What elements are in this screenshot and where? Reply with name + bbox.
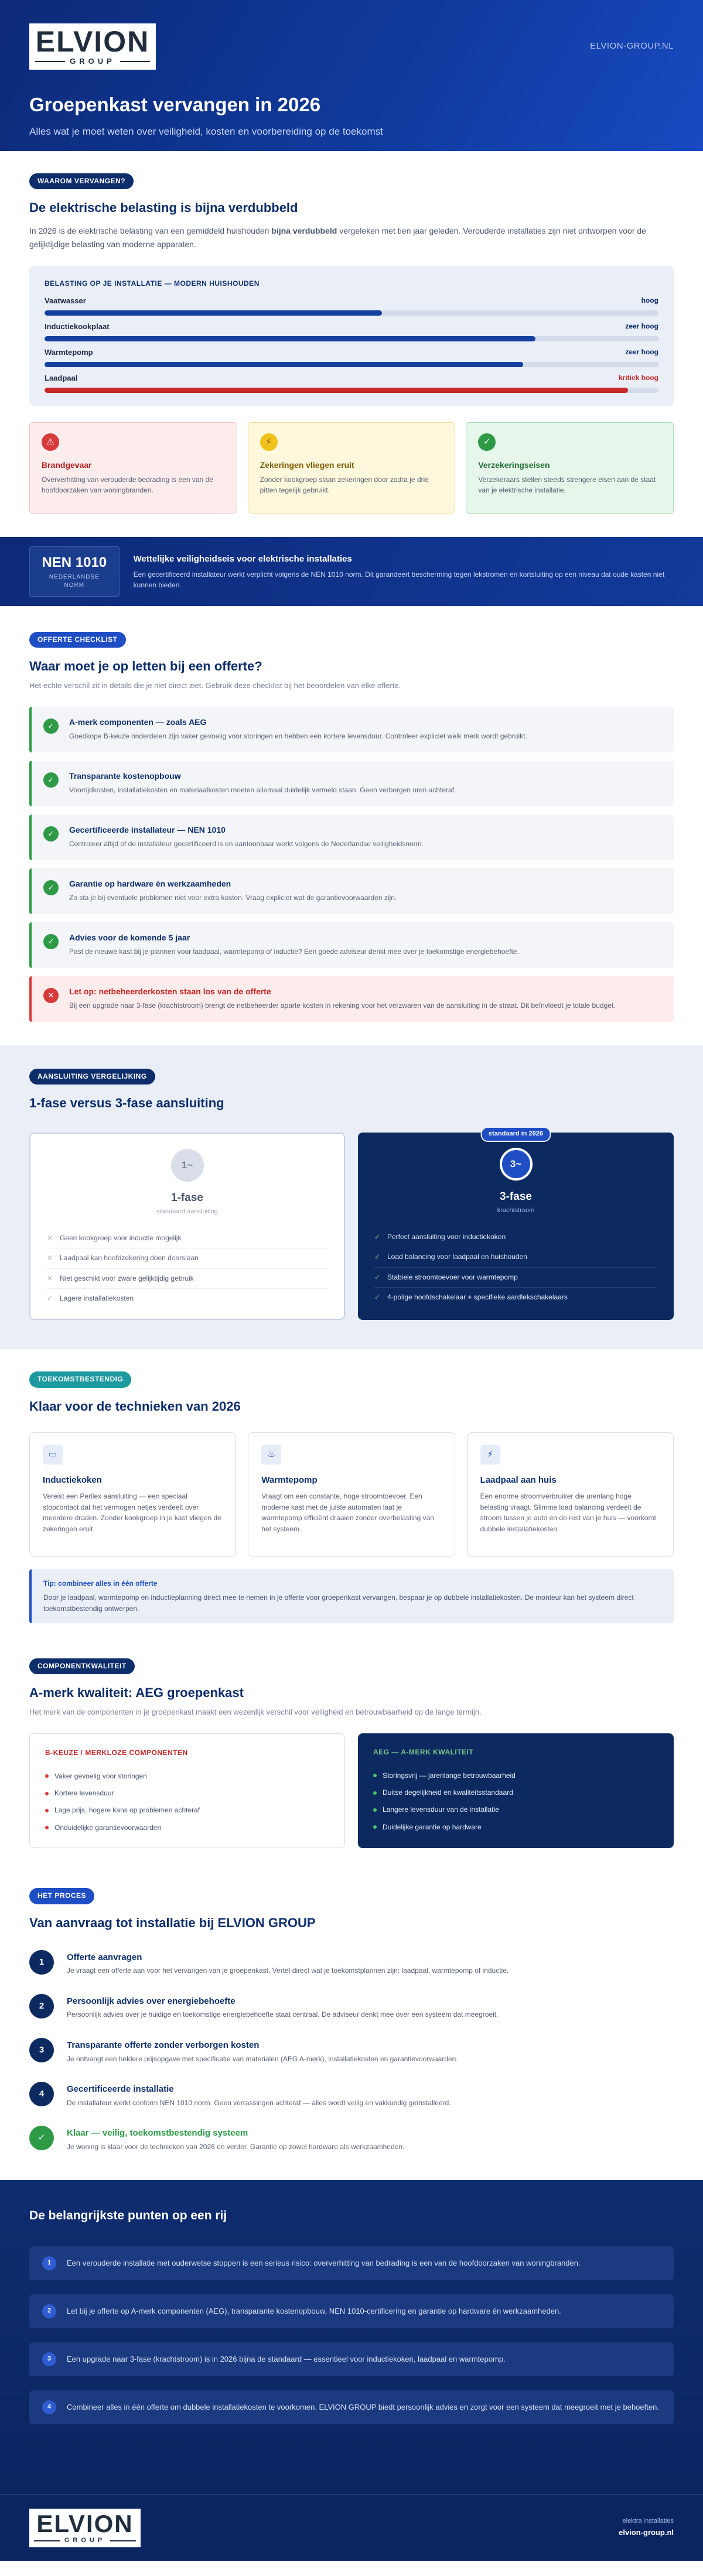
footer-tagline: elektra installaties [622, 2517, 674, 2525]
list-item-text: Stabiele stroomtoevoer voor warmtepomp [387, 1272, 518, 1281]
list-item-text: Niet geschikt voor zware gelijktijdig gebruik [60, 1274, 194, 1282]
fuse-icon: ⚡ [260, 433, 278, 451]
checklist-item-text: Voorrijdkosten, installatiekosten en materiaalkosten moeten allemaal duidelijk vermeld staan. Geen verborgen uren achteraf. [69, 786, 456, 795]
risk-card-title: Zekeringen vliegen eruit [260, 460, 354, 470]
tip-text: Door je laadpaal, warmtepomp en inductieplanning direct mee te nemen in je offerte voor groepenkast vervangen, bespaar je op dubbele installatiekosten. De monteur kan het systeem direct toekomstbestendig ontwerpen. [43, 1593, 634, 1613]
summary-number: 1 [42, 2256, 56, 2270]
elvion-logo[interactable] [29, 23, 156, 70]
list-item-text: 4-polige hoofdschakelaar + specifieke aardlekschakelaars [387, 1292, 568, 1301]
single-phase-card [29, 1133, 345, 1320]
summary-section [0, 2180, 703, 2494]
step-title: Gecertificeerde installatie [67, 2084, 174, 2094]
lead-emphasis: bijna verdubbeld [271, 226, 337, 236]
load-bar-row [45, 321, 658, 341]
page-subtitle: Alles wat je moet weten over veiligheid, kosten en voorbereiding op de toekomst [29, 125, 383, 137]
load-bar-head [45, 321, 658, 333]
section-title: Waar moet je op letten bij een offerte? [29, 659, 262, 674]
checklist-item [29, 868, 674, 914]
summary-item [29, 2390, 674, 2424]
list-item [373, 1819, 658, 1836]
risk-card-text: Verzekeraars stellen steeds strengere eisen aan de staat van je elektrische installatie. [478, 475, 656, 495]
card-sub: krachtstroom [497, 1206, 535, 1214]
footer-logo[interactable] [29, 2509, 141, 2547]
load-bar-row [45, 373, 658, 393]
load-bar-fill [45, 310, 382, 316]
process-steps [29, 1950, 674, 2153]
footer [0, 2494, 703, 2561]
checklist-item-title: Garantie op hardware én werkzaamheden [69, 878, 231, 888]
check-icon: ✓ [374, 1272, 381, 1281]
section-sub: Het echte verschil zit in details die je niet direct ziet. Gebruik deze checklist bij het beoordelen van elke offerte. [29, 681, 401, 690]
list-item-text: Lage prijs, hogere kans op problemen achteraf [54, 1806, 200, 1815]
bullet-icon [373, 1791, 377, 1795]
process-step [29, 2082, 674, 2108]
section-tag: AANSLUITING VERGELIJKING [29, 1069, 155, 1085]
process-step [29, 2126, 674, 2152]
summary-item [29, 2342, 674, 2376]
summary-text: Een verouderde installatie met ouderwetse stoppen is een serieus risico: oververhitting van bedrading is een van de hoofdoorzaken van woningbranden. [67, 2258, 581, 2267]
bullet-icon [45, 1792, 49, 1795]
section-lead [29, 224, 674, 251]
load-bar-fill [45, 362, 523, 367]
check-icon: ✓ [478, 433, 496, 451]
step-number: 2 [29, 1994, 54, 2019]
process-step [29, 1950, 674, 1976]
risk-card [466, 422, 674, 514]
three-phase-icon: 3~ [500, 1148, 533, 1181]
logo-wordmark: ELVION [35, 25, 150, 58]
list-item-text: Kortere levensduur [54, 1789, 114, 1797]
bullet-icon [45, 1826, 49, 1829]
check-icon: ✓ [43, 719, 59, 734]
check-icon: ✓ [29, 2126, 54, 2150]
lead-text: In 2026 is de elektrische belasting van een gemiddeld huishouden [29, 226, 272, 236]
three-phase-card [358, 1130, 674, 1320]
summary-text: Combineer alles in één offerte om dubbele installatiekosten te voorkomen. ELVION GROUP biedt persoonlijk advies en zorgt voor een systeem dat meegroeit met je behoeften. [67, 2402, 659, 2411]
checklist-item-text: Past de nieuwe kast bij je plannen voor laadpaal, warmtepomp of inductie? Een goede adviseur denkt mee over je toekomstige energiebehoefte. [69, 947, 519, 956]
check-icon: ✓ [374, 1253, 381, 1261]
list-item [374, 1247, 657, 1267]
list-item-text: Duidelijke garantie op hardware [383, 1822, 482, 1831]
load-bar-track [45, 362, 658, 367]
list-item [374, 1268, 657, 1288]
load-label: Warmtepomp [45, 348, 93, 357]
load-bar-track [45, 388, 658, 393]
page-title: Groepenkast vervangen in 2026 [29, 93, 321, 115]
step-title: Persoonlijk advies over energiebehoefte [67, 1996, 236, 2006]
checklist-item-text: Goedkope B-keuze onderdelen zijn vaker gevoelig voor storingen en hebben een kortere levensduur. Controleer expliciet welk merk wordt gebruikt. [69, 732, 527, 741]
nen-code: NEN 1010 [42, 554, 107, 570]
step-text: Je woning is klaar voor de technieken van 2026 en verder. Garantie op zowel hardware als werkzaamheden. [67, 2142, 405, 2151]
logo-subtitle: GROUP [35, 56, 150, 67]
list-item-text: Vaker gevoelig voor storingen [54, 1771, 147, 1780]
load-bar-row [45, 296, 658, 316]
lead-text: vergeleken met tien jaar geleden. Verouderde installaties zijn niet ontworpen voor de gelijktijdige belasting van moderne apparaten. [29, 226, 646, 249]
load-level: zeer hoog [625, 322, 658, 331]
future-card-title: Inductiekoken [43, 1475, 102, 1485]
card-name: 1-fase [171, 1192, 203, 1205]
list-item [47, 1248, 327, 1268]
risk-card-title: Brandgevaar [42, 460, 92, 470]
future-card [467, 1432, 674, 1556]
b-choice-card [29, 1733, 345, 1848]
section-title: Van aanvraag tot installatie bij ELVION GROUP [29, 1915, 316, 1930]
logo-subtitle: GROUP [34, 2536, 136, 2546]
list-item [374, 1288, 657, 1307]
logo-wordmark: ELVION [36, 2509, 134, 2537]
checklist-item [29, 707, 674, 752]
check-icon: ✓ [374, 1292, 381, 1301]
load-level: hoog [641, 296, 658, 305]
site-url[interactable]: ELVION-GROUP.NL [590, 41, 674, 51]
list-item [374, 1227, 657, 1247]
bullet-icon [45, 1809, 49, 1812]
list-item [45, 1802, 329, 1819]
nen-band [0, 537, 703, 606]
bullet-icon [45, 1774, 49, 1778]
checklist-item [29, 815, 674, 860]
nen-badge [29, 546, 120, 597]
checklist-item-title: Gecertificeerde installateur — NEN 1010 [69, 825, 226, 834]
list-item-text: Langere levensduur van de installatie [383, 1805, 499, 1814]
list-item [373, 1801, 658, 1818]
list-item [373, 1767, 658, 1784]
list-item-text: Lagere installatiekosten [60, 1294, 134, 1302]
summary-item [29, 2294, 674, 2328]
aeg-list [373, 1767, 658, 1836]
check-icon: ✓ [374, 1232, 381, 1241]
hero-header [0, 0, 703, 151]
stove-icon: ▭ [43, 1445, 63, 1465]
bullet-icon [373, 1825, 377, 1829]
card-name: 3-fase [500, 1190, 532, 1203]
checklist-item [29, 976, 674, 1022]
check-icon: ✓ [43, 826, 59, 841]
summary-number: 2 [42, 2304, 56, 2318]
checklist-item-text: Controleer altijd of de installateur gecertificeerd is en aantoonbaar werkt volgens de Nederlandse veiligheidsnorm. [69, 840, 424, 849]
step-text: Persoonlijk advies over je huidige en toekomstige energiebehoefte staat centraal. De adviseur denkt mee over een systeem dat meegroeit. [67, 2010, 499, 2019]
list-item [47, 1229, 327, 1248]
section-title: A-merk kwaliteit: AEG groepenkast [29, 1685, 244, 1701]
aeg-card [358, 1733, 674, 1848]
list-item [45, 1785, 329, 1802]
future-section [0, 1349, 703, 1647]
tip-title: Tip: combineer alles in één offerte [43, 1579, 158, 1588]
risk-card-text: Oververhitting van verouderde bedrading is een van de hoofdoorzaken van woningbranden. [42, 475, 213, 495]
load-bar-head [45, 296, 658, 307]
future-card-text: Vraagt om een constante, hoge stroomtoevoer. Een moderne kast met de juiste automaten laat je warmtepomp efficiënt draaien zonder overbelasting van het systeem. [261, 1492, 434, 1534]
checklist-item-title: Transparante kostenopbouw [69, 771, 181, 781]
check-icon: ✓ [43, 934, 59, 949]
section-sub: Het merk van de componenten in je groepenkast maakt een wezenlijk verschil voor veiligheid en betrouwbaarheid op de lange termijn. [29, 1708, 482, 1717]
risk-card [248, 422, 456, 514]
summary-text: Een upgrade naar 3-fase (krachtstroom) is in 2026 bijna de standaard — essentieel voor inductiekoken, laadpaal en warmtepomp. [67, 2354, 506, 2363]
future-card [29, 1432, 236, 1556]
card-sub: standaard aansluiting [156, 1207, 218, 1215]
b-choice-list [45, 1768, 329, 1837]
future-card-text: Een enorme stroomverbruiker die urenlang hoge belasting vraagt. Slimme load balancing verdeelt de stroom tussen je auto en de rest van je huis — voorkomt dubbele installatiekosten. [480, 1492, 656, 1534]
card-title: AEG — A-MERK KWALITEIT [373, 1748, 474, 1757]
section-tag: TOEKOMSTBESTENDIG [29, 1371, 131, 1387]
load-card-title: BELASTING OP JE INSTALLATIE — MODERN HUISHOUDEN [45, 279, 260, 288]
three-phase-list [374, 1227, 657, 1308]
process-step [29, 1994, 674, 2020]
future-card [248, 1432, 455, 1556]
checklist-item [29, 761, 674, 806]
summary-text: Let bij je offerte op A-merk componenten (AEG), transparante kostenopbouw, NEN 1010-certificering en garantie op hardware én werkzaamheden. [67, 2306, 561, 2315]
checklist-item-text: Bij een upgrade naar 3-fase (krachtstroom) brengt de netbeheerder aparte kosten in rekening voor het verzwaren van de aansluiting in de straat. Dit beïnvloedt je totale budget. [69, 1001, 616, 1010]
load-label: Inductiekookplaat [45, 322, 110, 331]
section-tag: HET PROCES [29, 1888, 94, 1904]
cross-icon: ✕ [47, 1233, 53, 1242]
summary-item [29, 2246, 674, 2280]
section-tag: WAAROM VERVANGEN? [29, 173, 134, 189]
single-phase-icon: 1~ [171, 1149, 204, 1182]
step-number: 1 [29, 1950, 54, 1975]
checklist-item [29, 922, 674, 968]
load-label: Vaatwasser [45, 296, 86, 306]
step-title: Transparante offerte zonder verborgen kosten [67, 2040, 260, 2050]
section-tag: COMPONENTKWALITEIT [29, 1658, 135, 1674]
section-title: 1-fase versus 3-fase aansluiting [29, 1096, 224, 1111]
section-title: De elektrische belasting is bijna verdubbeld [29, 200, 298, 215]
load-bar-row [45, 347, 658, 367]
tip-box [29, 1569, 674, 1624]
check-icon: ✓ [43, 880, 59, 895]
risk-card [29, 422, 237, 514]
bullet-icon [373, 1774, 377, 1777]
future-card-title: Warmtepomp [261, 1475, 318, 1485]
checklist [29, 707, 674, 1022]
quality-section [0, 1647, 703, 1872]
list-item [45, 1819, 329, 1836]
load-bar-head [45, 347, 658, 358]
list-item [47, 1269, 327, 1289]
summary-number: 3 [42, 2352, 56, 2366]
risk-card-title: Verzekeringseisen [478, 460, 550, 470]
load-level: zeer hoog [625, 348, 658, 357]
checklist-item-title: A-merk componenten — zoals AEG [69, 717, 207, 727]
load-card [29, 266, 674, 406]
process-section [0, 1872, 703, 2180]
list-item-text: Storingsvrij — jarenlange betrouwbaarheid [383, 1771, 516, 1780]
nen-text: Een gecertificeerd installateur werkt verplicht volgens de NEN 1010 norm. Dit garandeert bescherming tegen lekstromen en kortsluiting op een niveau dat oude kasten niet kunnen bieden. [133, 570, 665, 589]
load-bar-track [45, 336, 658, 341]
list-item-text: Load balancing voor laadpaal en huishouden [387, 1253, 527, 1261]
car-icon: ⚡ [480, 1445, 500, 1465]
load-label: Laadpaal [45, 373, 78, 382]
summary-number: 4 [42, 2400, 56, 2414]
load-bar-head [45, 373, 658, 384]
step-number: 4 [29, 2082, 54, 2106]
check-icon: ✓ [43, 772, 59, 788]
load-bar-fill [45, 388, 628, 393]
check-icon: ✓ [47, 1294, 53, 1302]
step-text: De installateur werkt conform NEN 1010 norm. Geen verrassingen achteraf — alles wordt veilig en vakkundig geïnstalleerd. [67, 2098, 451, 2107]
load-bars [45, 296, 658, 392]
checklist-item-text: Zo sta je bij eventuele problemen niet voor extra kosten. Vraag expliciet wat de garantievoorwaarden zijn. [69, 894, 397, 902]
nen-title: Wettelijke veiligheidseis voor elektrische installaties [133, 553, 352, 564]
heatpump-icon: ♨ [261, 1445, 281, 1465]
warning-icon: ⚠ [42, 433, 59, 451]
step-number: 3 [29, 2038, 54, 2062]
list-item [45, 1768, 329, 1785]
why-section [0, 151, 703, 537]
load-bar-track [45, 310, 658, 316]
list-item-text: Duitse degelijkheid en kwaliteitsstandaard [383, 1788, 513, 1797]
card-title: B-KEUZE / MERKLOZE COMPONENTEN [45, 1749, 188, 1757]
checklist-section [0, 606, 703, 1045]
section-tag: OFFERTE CHECKLIST [29, 632, 126, 648]
step-title: Offerte aanvragen [67, 1952, 142, 1962]
nen-code-sub: NEDERLANDSE NORM [49, 573, 100, 589]
list-item [373, 1784, 658, 1801]
single-phase-list [47, 1229, 327, 1309]
summary-title: De belangrijkste punten op een rij [29, 2209, 227, 2223]
risk-card-text: Zonder kookgroep slaan zekeringen door zodra je drie pitten tegelijk gebruikt. [260, 475, 429, 495]
cross-icon: ✕ [47, 1254, 53, 1263]
load-level: kritiek hoog [618, 373, 658, 382]
list-item-text: Laadpaal kan hoofdzekering doen doorslaan [60, 1254, 199, 1263]
future-cards [29, 1432, 674, 1556]
load-bar-fill [45, 336, 535, 341]
compare-section [0, 1045, 703, 1349]
list-item-text: Geen kookgroep voor inductie mogelijk [60, 1233, 182, 1242]
list-item [47, 1289, 327, 1308]
checklist-item-title: Let op: netbeheerderkosten staan los van de offerte [69, 986, 271, 996]
bullet-icon [373, 1808, 377, 1812]
step-text: Je vraagt een offerte aan voor het vervangen van je groepenkast. Vertel direct wat je toekomstplannen zijn: laadpaal, warmtepomp of inductie. [67, 1966, 509, 1975]
step-text: Je ontvangt een heldere prijsopgave met specificatie van materialen (AEG A-merk), installatiekosten en garantievoorwaarden. [67, 2054, 458, 2063]
standard-badge: standaard in 2026 [480, 1127, 551, 1142]
warning-icon: ✕ [43, 988, 59, 1003]
list-item-text: Perfect aansluiting voor inductiekoken [387, 1232, 506, 1241]
footer-url[interactable]: elvion-group.nl [619, 2528, 674, 2537]
risk-cards [29, 422, 674, 514]
section-title: Klaar voor de technieken van 2026 [29, 1398, 241, 1414]
cross-icon: ✕ [47, 1274, 53, 1282]
summary-list [29, 2246, 674, 2424]
process-step [29, 2038, 674, 2064]
future-card-title: Laadpaal aan huis [480, 1475, 557, 1485]
list-item-text: Onduidelijke garantievoorwaarden [54, 1823, 162, 1832]
future-card-text: Vereist een Perilex aansluiting — een speciaal stopcontact dat het vermogen netjes verdeelt over meerdere draden. Zonder kookgroep in je kast vliegen de zekeringen eruit. [43, 1492, 221, 1534]
step-title: Klaar — veilig, toekomstbestendig systeem [67, 2128, 248, 2139]
checklist-item-title: Advies voor de komende 5 jaar [69, 932, 190, 942]
